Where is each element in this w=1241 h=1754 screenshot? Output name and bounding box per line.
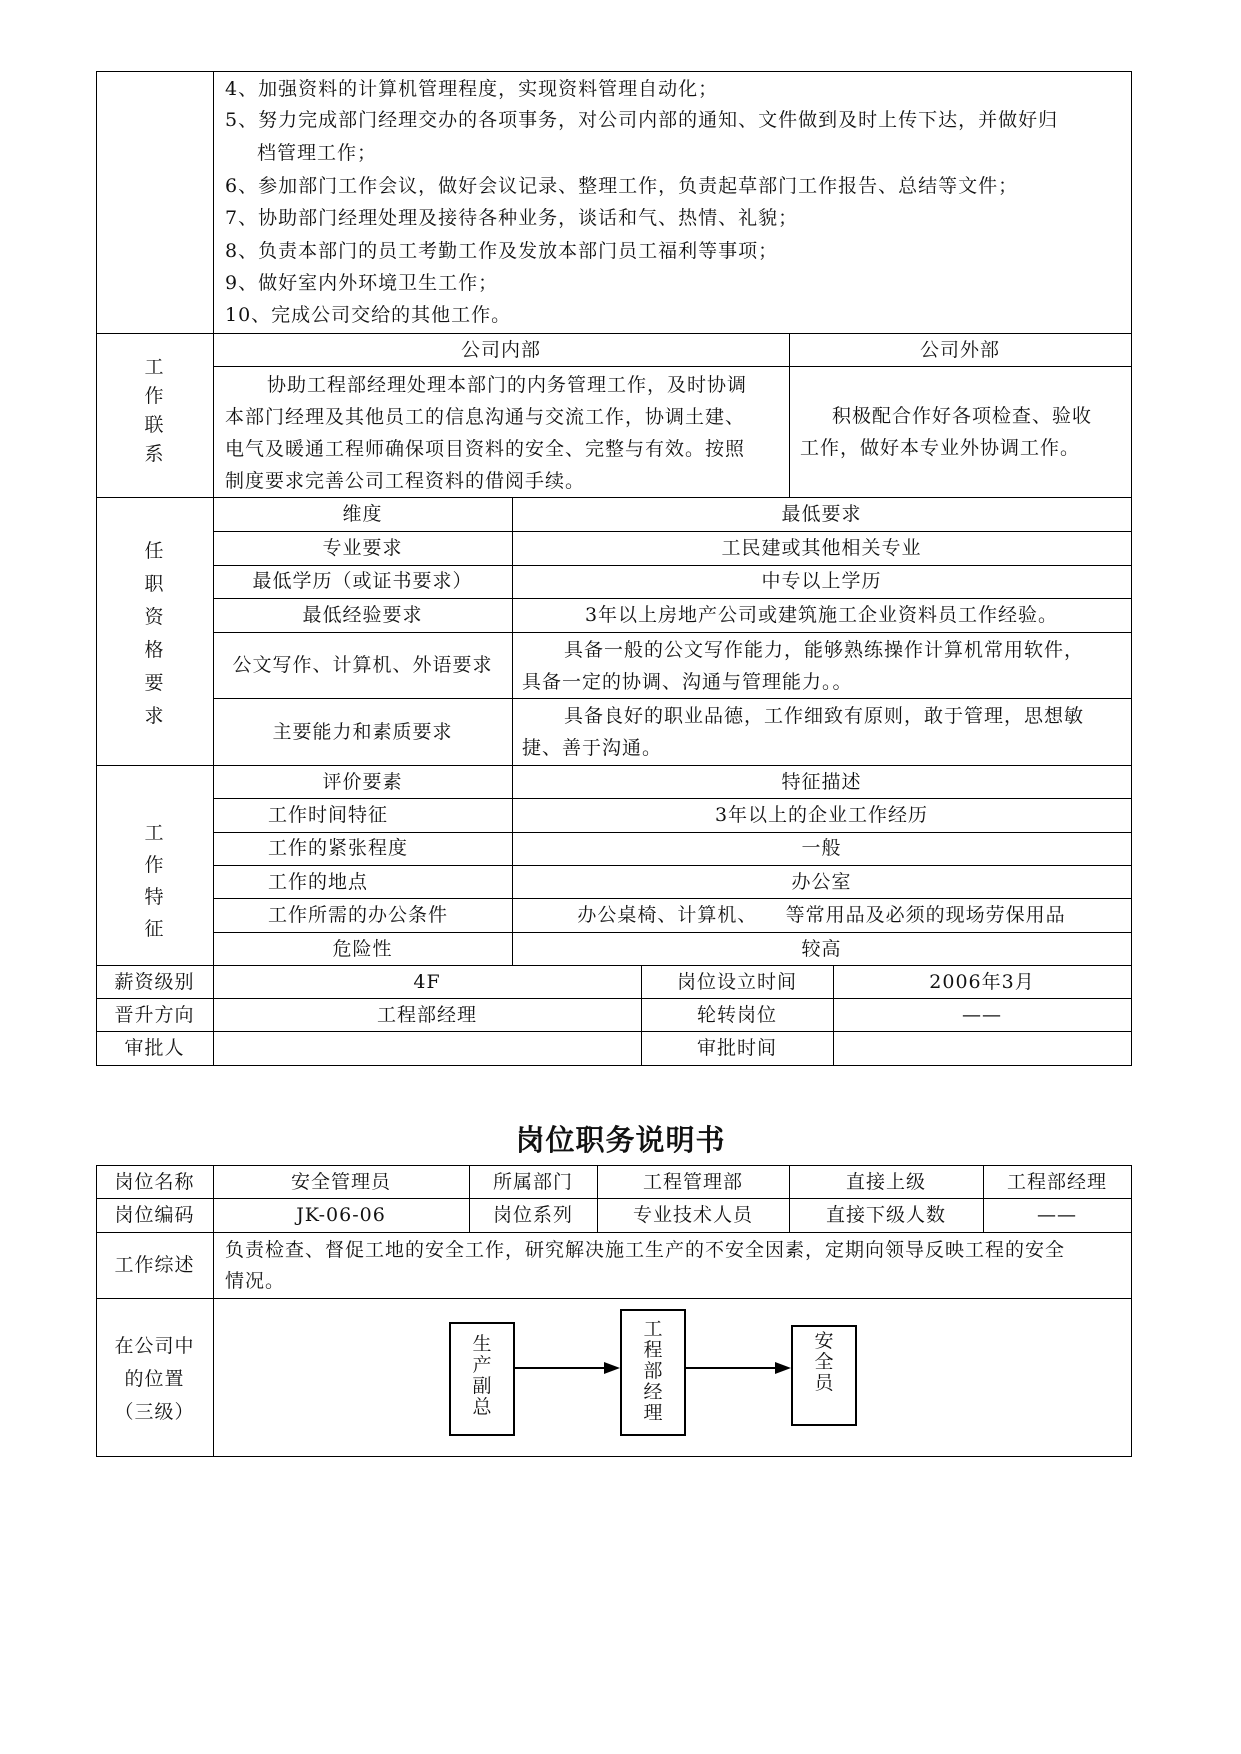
- feature-header-desc: 特征描述: [781, 771, 862, 793]
- feature-elem: 危险性: [332, 938, 393, 960]
- promotion-label: 晋升方向: [114, 1004, 195, 1026]
- arrow-head: [604, 1362, 620, 1374]
- qual-dim: 最低学历（或证书要求）: [252, 570, 473, 592]
- feature-elem: 工作所需的办公条件: [268, 904, 449, 926]
- feature-header-elem: 评价要素: [322, 771, 403, 793]
- document-title: 岗位职务说明书: [515, 1123, 726, 1157]
- qual-dim: 最低经验要求: [302, 604, 423, 626]
- series-value: 专业技术人员: [632, 1204, 753, 1226]
- feature-desc: 办公室: [791, 871, 852, 893]
- qualification-label: 任 职 资 格 要 求: [144, 540, 164, 727]
- feature-desc: 一般: [801, 837, 842, 859]
- qual-dim: 公文写作、计算机、外语要求: [232, 654, 493, 676]
- feature-desc: 较高: [801, 938, 842, 960]
- dept-value: 工程管理部: [642, 1171, 743, 1193]
- external-text: 积极配合作好各项检查、验收 工作，做好本专业外协调工作。: [800, 405, 1093, 459]
- rotation-label: 轮转岗位: [696, 1004, 777, 1026]
- qual-dim: 主要能力和素质要求: [272, 721, 453, 743]
- org-box-safety-officer: 安 全 员: [791, 1325, 857, 1426]
- feature-elem: 工作的地点: [268, 871, 369, 893]
- duty-item: 4、加强资料的计算机管理程度，实现资料管理自动化；: [225, 78, 719, 100]
- duty-item: 8、负责本部门的员工考勤工作及发放本部门员工福利等事项；: [225, 240, 779, 262]
- dept-label: 所属部门: [492, 1171, 573, 1193]
- job-code-label: 岗位编码: [114, 1204, 195, 1226]
- duty-item: 10、完成公司交给的其他工作。: [225, 304, 512, 326]
- superior-label: 直接上级: [845, 1171, 926, 1193]
- duty-item: 7、协助部门经理处理及接待各种业务，谈话和气、热情、礼貌；: [225, 207, 799, 229]
- feature-elem: 工作时间特征: [268, 804, 389, 826]
- work-contact-label: 工 作 联 系: [144, 356, 164, 465]
- work-feature-label: 工 作 特 征: [144, 822, 164, 940]
- org-box-production-vp: 生 产 副 总: [449, 1322, 515, 1436]
- subordinate-value: ——: [1037, 1204, 1077, 1226]
- org-box-engineering-manager: 工 程 部 经 理: [620, 1309, 686, 1436]
- subordinate-label: 直接下级人数: [825, 1204, 946, 1226]
- approver-label: 审批人: [124, 1037, 185, 1059]
- superior-value: 工程部经理: [1006, 1171, 1107, 1193]
- rotation-value: ——: [962, 1004, 1002, 1026]
- feature-desc: 3年以上的企业工作经历: [714, 804, 929, 826]
- arrow-head: [775, 1362, 791, 1374]
- job-code-value: JK-06-06: [296, 1204, 386, 1226]
- position-label: 在公司中 的位置 （三级）: [114, 1335, 195, 1423]
- salary-value: 4F: [413, 971, 441, 993]
- setup-date-value: 2006年3月: [929, 971, 1035, 993]
- qual-req: 中专以上学历: [761, 570, 882, 592]
- internal-header: 公司内部: [460, 339, 541, 361]
- duty-item: 6、参加部门工作会议，做好会议记录、整理工作，负责起草部门工作报告、总结等文件；: [225, 175, 1019, 197]
- promotion-value: 工程部经理: [376, 1004, 477, 1026]
- feature-elem: 工作的紧张程度: [268, 837, 409, 859]
- external-header: 公司外部: [919, 339, 1000, 361]
- qual-header-req: 最低要求: [781, 503, 862, 525]
- feature-desc: 办公桌椅、计算机、 等常用品及必须的现场劳保用品: [577, 904, 1066, 926]
- qual-req: 3年以上房地产公司或建筑施工企业资料员工作经验。: [584, 604, 1059, 626]
- job-name-label: 岗位名称: [114, 1171, 195, 1193]
- job-name-value: 安全管理员: [290, 1171, 391, 1193]
- setup-date-label: 岗位设立时间: [676, 971, 797, 993]
- duty-item: 5、努力完成部门经理交办的各项事务，对公司内部的通知、文件做到及时上传下达，并做好归: [225, 109, 1059, 131]
- duty-item: 9、做好室内外环境卫生工作；: [225, 272, 499, 294]
- qual-header-dim: 维度: [342, 503, 383, 525]
- qual-req: 具备良好的职业品德，工作细致有原则，敢于管理，思想敏 捷、善于沟通。: [522, 705, 1085, 759]
- salary-label: 薪资级别: [114, 971, 195, 993]
- approval-time-label: 审批时间: [696, 1037, 777, 1059]
- internal-text: 协助工程部经理处理本部门的内务管理工作，及时协调 本部门经理及其他员工的信息沟通与交流工作，协调土建、 电气及暖通工程师确保项目资料的安全、完整与有效。按照 制度要求完善公司工程资料的借阅手续。: [225, 374, 748, 492]
- qual-dim: 专业要求: [322, 537, 403, 559]
- duty-item: 档管理工作；: [257, 142, 378, 164]
- series-label: 岗位系列: [492, 1204, 573, 1226]
- summary-text: 负责检查、督促工地的安全工作，研究解决施工生产的不安全因素，定期向领导反映工程的安全 情况。: [225, 1239, 1066, 1292]
- qual-req: 具备一般的公文写作能力，能够熟练操作计算机常用软件， 具备一定的协调、沟通与管理能力。。: [522, 639, 1085, 693]
- qual-req: 工民建或其他相关专业: [721, 537, 922, 559]
- summary-label: 工作综述: [114, 1254, 195, 1276]
